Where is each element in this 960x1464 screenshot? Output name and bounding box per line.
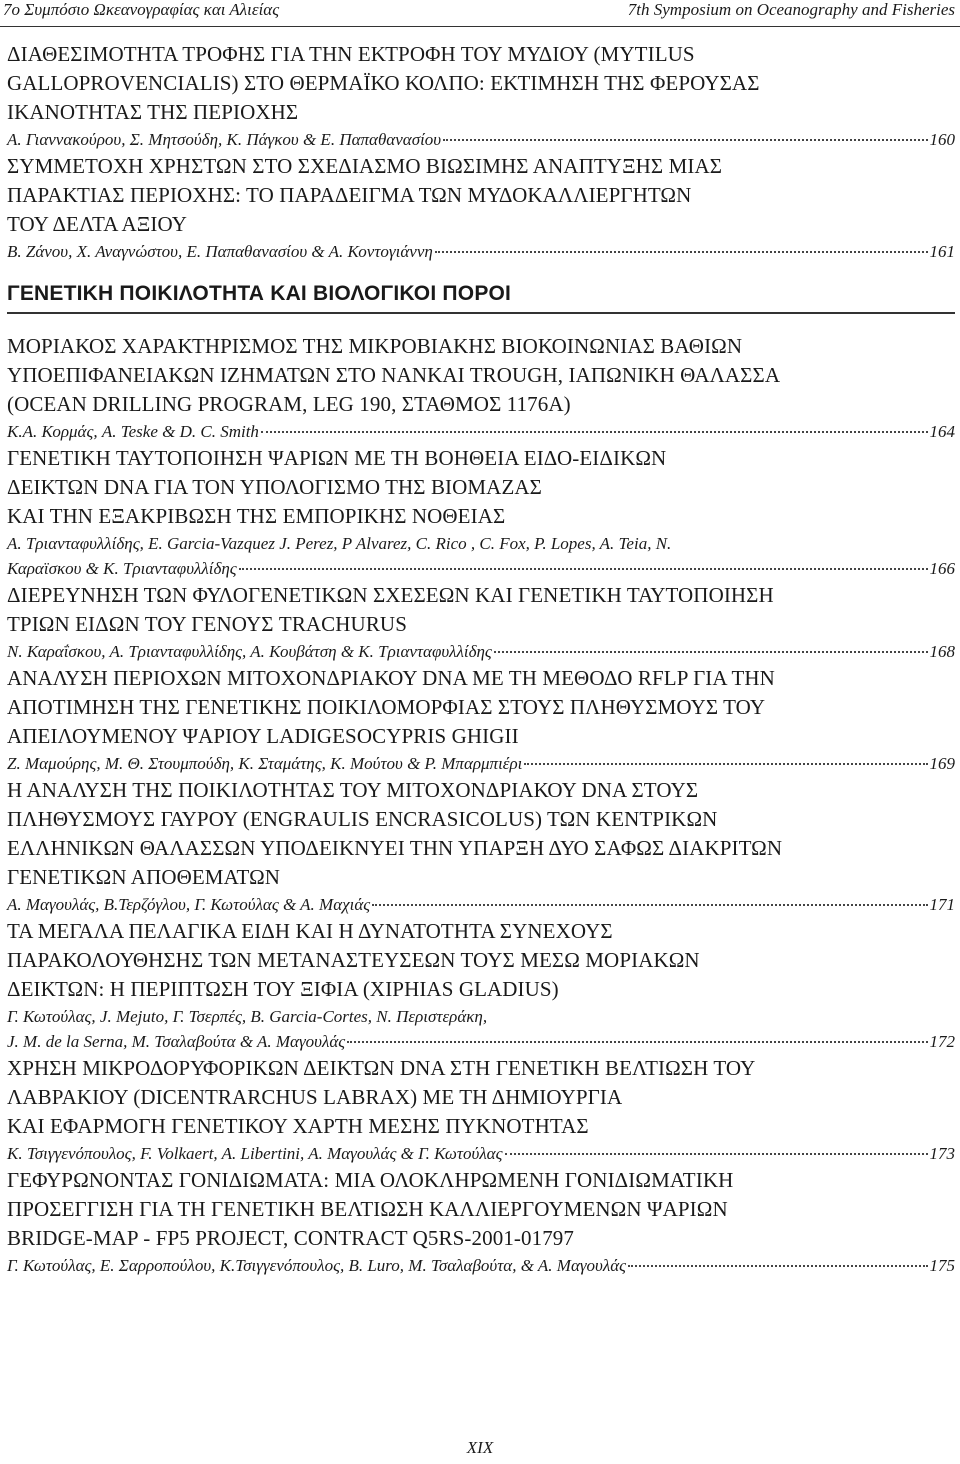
page-number: XIX	[466, 1438, 494, 1457]
toc-entry	[7, 581, 955, 664]
entry-title-line: ΔΕΙΚΤΩΝ: Η ΠΕΡΙΠΤΩΣΗ ΤΟΥ ΞΙΦΙΑ (XIPHIAS GLADIUS)	[7, 977, 559, 1001]
entry-authors-line	[7, 239, 955, 264]
header-left: 7ο Συμπόσιο Ωκεανογραφίας και Αλιείας	[3, 0, 280, 19]
dot-leader	[494, 651, 928, 653]
entry-authors-line	[7, 1029, 955, 1054]
entry-title-line: ΠΡΟΣΕΓΓΙΣΗ ΓΙΑ ΤΗ ΓΕΝΕΤΙΚΗ ΒΕΛΤΙΩΣΗ ΚΑΛΛΙΕΡΓΟΥΜΕΝΩΝ ΨΑΡΙΩΝ	[7, 1197, 728, 1221]
entry-title-line: ΧΡΗΣΗ ΜΙΚΡΟΔΟΡΥΦΟΡΙΚΩΝ ΔΕΙΚΤΩΝ DNA ΣΤΗ ΓΕΝΕΤΙΚΗ ΒΕΛΤΙΩΣΗ ΤΟΥ	[7, 1056, 756, 1080]
toc-entry	[7, 1054, 955, 1166]
entry-page-number: 166	[929, 559, 955, 578]
entry-page-number: 173	[929, 1144, 955, 1163]
entry-title-line: ΥΠΟΕΠΙΦΑΝΕΙΑΚΩΝ ΙΖΗΜΑΤΩΝ ΣΤΟ NANKAI TROUGH, ΙΑΠΩΝΙΚΗ ΘΑΛΑΣΣΑ	[7, 363, 781, 387]
toc-entry	[7, 776, 955, 917]
running-header	[0, 0, 960, 27]
dot-leader	[628, 1265, 927, 1267]
entry-title-line: (OCEAN DRILLING PROGRAM, LEG 190, ΣΤΑΘΜΟΣ 1176A)	[7, 392, 571, 416]
entry-title-line: ΜΟΡΙΑΚΟΣ ΧΑΡΑΚΤΗΡΙΣΜΟΣ ΤΗΣ ΜΙΚΡΟΒΙΑΚΗΣ ΒΙΟΚΟΙΝΩΝΙΑΣ ΒΑΘΙΩΝ	[7, 334, 743, 358]
entry-title-line: ΔΙΑΘΕΣΙΜΟΤΗΤΑ ΤΡΟΦΗΣ ΓΙΑ ΤΗΝ ΕΚΤΡΟΦΗ ΤΟΥ ΜΥΔΙΟΥ (MYTILUS	[7, 42, 695, 66]
header-right: 7th Symposium on Oceanography and Fisheries	[627, 0, 955, 19]
entry-title-line: ΓΕΦΥΡΩΝΟΝΤΑΣ ΓΟΝΙΔΙΩΜΑΤΑ: ΜΙΑ ΟΛΟΚΛΗΡΩΜΕΝΗ ΓΟΝΙΔΙΩΜΑΤΙΚΗ	[7, 1168, 734, 1192]
entry-authors-text: Γ. Κωτούλας, Ε. Σαρροπούλου, Κ.Τσιγγενόπουλος, B. Luro, Μ. Τσαλαβούτα, & Α. Μαγουλάς	[7, 1256, 627, 1275]
dot-leader	[261, 431, 928, 433]
entry-authors-text: Καραϊσκου & Κ. Τριανταφυλλίδης	[7, 559, 237, 578]
entry-authors-line	[7, 751, 955, 776]
entry-title-line: ΣΥΜΜΕΤΟΧΗ ΧΡΗΣΤΩΝ ΣΤΟ ΣΧΕΔΙΑΣΜΟ ΒΙΩΣΙΜΗΣ ΑΝΑΠΤΥΞΗΣ ΜΙΑΣ	[7, 154, 723, 178]
entry-authors-line	[7, 127, 955, 152]
toc-section-entries	[7, 332, 955, 1278]
toc-top-entries	[7, 40, 955, 264]
toc-entry	[7, 664, 955, 776]
toc-entry	[7, 917, 955, 1054]
entry-title-line: ΤΡΙΩΝ ΕΙΔΩΝ ΤΟΥ ΓΕΝΟΥΣ TRACHURUS	[7, 612, 407, 636]
entry-authors-text: Ν. Καραΐσκου, Α. Τριανταφυλλίδης, Α. Κουβάτση & Κ. Τριανταφυλλίδης	[7, 642, 492, 661]
entry-title-line: ΚΑΙ ΤΗΝ ΕΞΑΚΡΙΒΩΣΗ ΤΗΣ ΕΜΠΟΡΙΚΗΣ ΝΟΘΕΙΑΣ	[7, 504, 506, 528]
entry-title-line: ΠΑΡΑΚΟΛΟΥΘΗΣΗΣ ΤΩΝ ΜΕΤΑΝΑΣΤΕΥΣΕΩΝ ΤΟΥΣ ΜΕΣΩ ΜΟΡΙΑΚΩΝ	[7, 948, 700, 972]
dot-leader	[435, 251, 928, 253]
dot-leader	[372, 904, 927, 906]
toc-entry	[7, 152, 955, 264]
dot-leader	[443, 139, 927, 141]
entry-title-line: ΚΑΙ ΕΦΑΡΜΟΓΗ ΓΕΝΕΤΙΚΟΥ ΧΑΡΤΗ ΜΕΣΗΣ ΠΥΚΝΟΤΗΤΑΣ	[7, 1114, 589, 1138]
entry-title-line: ΑΠΟΤΙΜΗΣΗ ΤΗΣ ΓΕΝΕΤΙΚΗΣ ΠΟΙΚΙΛΟΜΟΡΦΙΑΣ ΣΤΟΥΣ ΠΛΗΘΥΣΜΟΥΣ ΤΟΥ	[7, 695, 766, 719]
entry-page-number: 172	[929, 1032, 955, 1051]
entry-title-line: BRIDGE-MAP - FP5 PROJECT, CONTRACT Q5RS-2001-01797	[7, 1226, 575, 1250]
dot-leader	[347, 1041, 927, 1043]
entry-page-number: 171	[929, 895, 955, 914]
entry-page-number: 164	[929, 422, 955, 441]
entry-title-line: ΤΟΥ ΔΕΛΤΑ ΑΞΙΟΥ	[7, 212, 187, 236]
entry-authors-text: Κ. Τσιγγενόπουλος, F. Volkaert, A. Libertini, A. Μαγουλάς & Γ. Κωτούλας	[7, 1144, 503, 1163]
dot-leader	[239, 568, 928, 570]
entry-page-number: 168	[929, 642, 955, 661]
entry-page-number: 160	[929, 130, 955, 149]
entry-authors-text: Β. Ζάνου, Χ. Αναγνώστου, Ε. Παπαθανασίου & Α. Κοντογιάννη	[7, 242, 433, 261]
dot-leader	[524, 763, 927, 765]
entry-title-line: ΑΠΕΙΛΟΥΜΕΝΟΥ ΨΑΡΙΟΥ LADIGESOCYPRIS GHIGII	[7, 724, 519, 748]
entry-title-line: ΕΛΛΗΝΙΚΩΝ ΘΑΛΑΣΣΩΝ ΥΠΟΔΕΙΚΝΥΕΙ ΤΗΝ ΥΠΑΡΞΗ ΔΥΟ ΣΑΦΩΣ ΔΙΑΚΡΙΤΩΝ	[7, 836, 783, 860]
entry-title-line: ΙΚΑΝΟΤΗΤΑΣ ΤΗΣ ΠΕΡΙΟΧΗΣ	[7, 100, 299, 124]
entry-authors-line: Γ. Κωτούλας, J. Mejuto, Γ. Τσερπές, B. Garcia-Cortes, Ν. Περιστεράκη,	[7, 1007, 488, 1026]
entry-title-line: ΑΝΑΛΥΣΗ ΠΕΡΙΟΧΩΝ ΜΙΤΟΧΟΝΔΡΙΑΚΟΥ DNA ΜΕ ΤΗ ΜΕΘΟΔΟ RFLP ΓΙΑ ΤΗΝ	[7, 666, 775, 690]
entry-authors-text: Α. Γιαννακούρου, Σ. Μητσούδη, Κ. Πάγκου & Ε. Παπαθανασίου	[7, 130, 442, 149]
dot-leader	[505, 1153, 928, 1155]
table-of-contents	[7, 40, 955, 1278]
entry-page-number: 161	[929, 242, 955, 261]
entry-authors-line	[7, 639, 955, 664]
entry-title-line: ΤΑ ΜΕΓΑΛΑ ΠΕΛΑΓΙΚΑ ΕΙΔΗ ΚΑΙ Η ΔΥΝΑΤΟΤΗΤΑ ΣΥΝΕΧΟΥΣ	[7, 919, 613, 943]
entry-page-number: 175	[929, 1256, 955, 1275]
section-heading: ΓΕΝΕΤΙΚΗ ΠΟΙΚΙΛΟΤΗΤΑ ΚΑΙ ΒΙΟΛΟΓΙΚΟΙ ΠΟΡΟΙ	[7, 280, 955, 314]
entry-authors-line	[7, 1253, 955, 1278]
toc-entry	[7, 332, 955, 444]
entry-title-line: ΠΛΗΘΥΣΜΟΥΣ ΓΑΥΡΟΥ (ENGRAULIS ENCRASICOLUS) ΤΩΝ ΚΕΝΤΡΙΚΩΝ	[7, 807, 718, 831]
entry-authors-line	[7, 556, 955, 581]
entry-authors-line	[7, 892, 955, 917]
entry-title-line: ΠΑΡΑΚΤΙΑΣ ΠΕΡΙΟΧΗΣ: ΤΟ ΠΑΡΑΔΕΙΓΜΑ ΤΩΝ ΜΥΔΟΚΑΛΛΙΕΡΓΗΤΩΝ	[7, 183, 692, 207]
entry-title-line: ΓΕΝΕΤΙΚΗ ΤΑΥΤΟΠΟΙΗΣΗ ΨΑΡΙΩΝ ΜΕ ΤΗ ΒΟΗΘΕΙΑ ΕΙΔΟ-ΕΙΔΙΚΩΝ	[7, 446, 667, 470]
entry-authors-line: Α. Τριανταφυλλίδης, E. Garcia-Vazquez J. Perez, P Alvarez, C. Rico , C. Fox, P. Lopes, A. Teia, N.	[7, 534, 672, 553]
entry-title-line: ΛΑΒΡΑΚΙΟΥ (DICENTRARCHUS LABRAX) ΜΕ ΤΗ ΔΗΜΙΟΥΡΓΙΑ	[7, 1085, 623, 1109]
entry-title-line: ΓΕΝΕΤΙΚΩΝ ΑΠΟΘΕΜΑΤΩΝ	[7, 865, 281, 889]
entry-authors-text: J. M. de la Serna, Μ. Τσαλαβούτα & Α. Μαγουλάς	[7, 1032, 346, 1051]
toc-entry	[7, 1166, 955, 1278]
toc-entry	[7, 444, 955, 581]
entry-title-line: ΔΙΕΡΕΥΝΗΣΗ ΤΩΝ ΦΥΛΟΓΕΝΕΤΙΚΩΝ ΣΧΕΣΕΩΝ ΚΑΙ ΓΕΝΕΤΙΚΗ ΤΑΥΤΟΠΟΙΗΣΗ	[7, 583, 774, 607]
entry-authors-text: Κ.Α. Κορμάς, A. Teske & D. C. Smith	[7, 422, 259, 441]
entry-authors-text: Α. Μαγουλάς, Β.Τερζόγλου, Γ. Κωτούλας & Α. Μαχιάς	[7, 895, 371, 914]
entry-title-line: GALLOPROVENCIALIS) ΣΤΟ ΘΕΡΜΑΪΚΟ ΚΟΛΠΟ: ΕΚΤΙΜΗΣΗ ΤΗΣ ΦΕΡΟΥΣΑΣ	[7, 71, 760, 95]
entry-authors-text: Ζ. Μαμούρης, Μ. Θ. Στουμπούδη, Κ. Σταμάτης, Κ. Μούτου & Ρ. Μπαρμπιέρι	[7, 754, 523, 773]
entry-authors-line	[7, 1141, 955, 1166]
entry-title-line: ΔΕΙΚΤΩΝ DNA ΓΙΑ ΤΟΝ ΥΠΟΛΟΓΙΣΜΟ ΤΗΣ ΒΙΟΜΑΖΑΣ	[7, 475, 542, 499]
entry-page-number: 169	[929, 754, 955, 773]
entry-title-line: Η ΑΝΑΛΥΣΗ ΤΗΣ ΠΟΙΚΙΛΟΤΗΤΑΣ ΤΟΥ ΜΙΤΟΧΟΝΔΡΙΑΚΟΥ DNA ΣΤΟΥΣ	[7, 778, 699, 802]
entry-authors-line	[7, 419, 955, 444]
toc-entry	[7, 40, 955, 152]
